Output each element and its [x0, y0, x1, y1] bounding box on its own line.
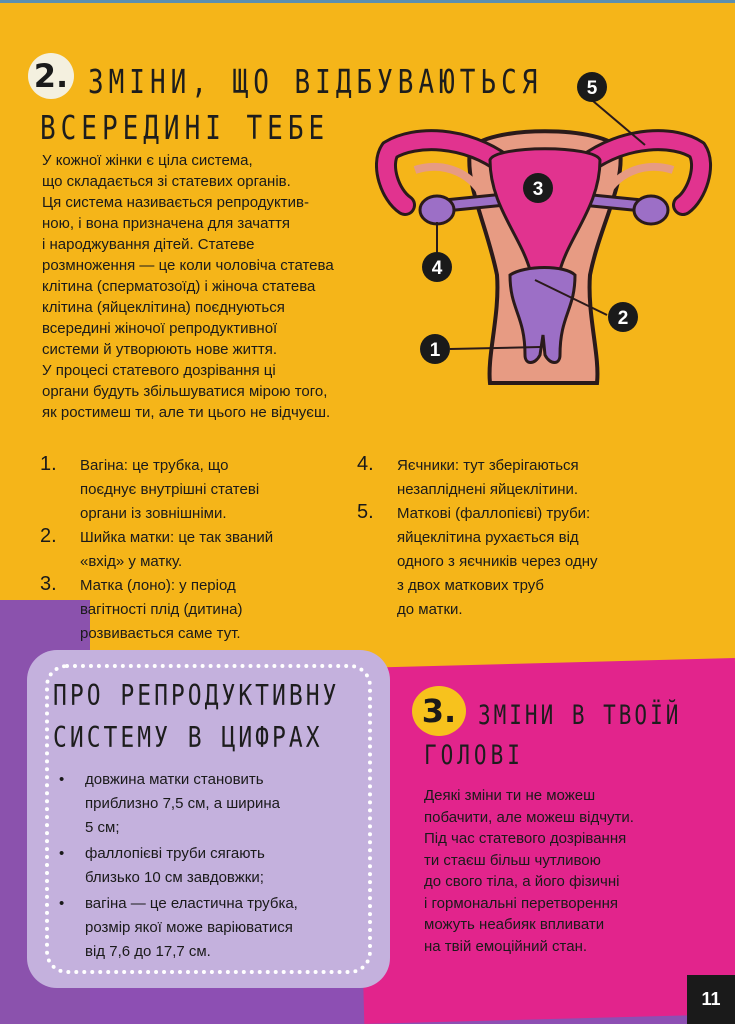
- intro-line: У кожної жінки є ціла система,: [42, 152, 253, 169]
- section-3-line: можуть неабияк впливати: [424, 916, 605, 933]
- intro-line: розмноження — це коли чоловіча статева: [42, 257, 334, 274]
- list-item: [357, 454, 697, 502]
- intro-line: У процесі статевого дозрівання ці: [42, 362, 276, 379]
- section-3-line: Деякі зміни ти не можеш: [424, 787, 596, 804]
- section-3-line: і гормональні перетворення: [424, 894, 618, 912]
- section-3-text: [424, 785, 684, 957]
- intro-paragraph: [42, 150, 382, 423]
- list-number: 1.: [40, 453, 57, 475]
- list-line: незапліднені яйцеклітини.: [397, 481, 579, 498]
- facts-item: [57, 892, 367, 964]
- label-1: [420, 334, 450, 364]
- svg-text:4: 4: [431, 258, 443, 279]
- facts-box: [27, 650, 390, 988]
- list-number: 5.: [357, 501, 374, 523]
- intro-line: органи будуть збільшуватися мірою того,: [42, 383, 328, 400]
- list-item: [40, 574, 360, 646]
- list-line: Матка (лоно): у період: [80, 577, 236, 594]
- facts-line: • вагіна — це еластична трубка,: [85, 895, 298, 912]
- list-line: Маткові (фаллопієві) труби:: [397, 505, 591, 522]
- list-line: Яєчники: тут зберігаються: [397, 457, 579, 474]
- intro-line: Ця система називається репродуктив-: [42, 194, 309, 211]
- facts-title-line1: ПРО РЕПРОДУКТИВНУ: [53, 680, 340, 713]
- facts-line: • фаллопієві труби сягають: [85, 845, 265, 862]
- list-line: яйцеклітина рухається від: [397, 529, 579, 546]
- label-5: [577, 72, 607, 102]
- intro-line: і народжування дітей. Статеве: [42, 236, 255, 253]
- intro-line: системи й утворюють нове життя.: [42, 341, 278, 358]
- section-3-line: на твій емоційний стан.: [424, 937, 588, 955]
- list-line: Вагіна: це трубка, що: [80, 457, 229, 474]
- list-item: [357, 502, 697, 622]
- section-2-title-line1: ЗМІНИ, ЩО ВІДБУВАЮТЬСЯ: [88, 64, 543, 102]
- list-line: до матки.: [397, 601, 463, 618]
- section-3-line: побачити, але можеш відчути.: [424, 808, 634, 826]
- list-line: Шийка матки: це так званий: [80, 529, 274, 546]
- list-item: [40, 526, 360, 574]
- intro-line: клітина (сперматозоїд) і жіноча статева: [42, 278, 316, 295]
- ovary-left: [420, 196, 454, 224]
- intro-line: всередині жіночої репродуктивної: [42, 320, 278, 337]
- ovary-right: [634, 196, 668, 224]
- facts-title-line2: СИСТЕМУ В ЦИФРАХ: [53, 722, 323, 755]
- facts-list: [57, 768, 367, 966]
- facts-item: [57, 768, 367, 840]
- svg-text:5: 5: [586, 78, 598, 99]
- intro-line: клітина (яйцеклітина) поєднуються: [42, 299, 285, 316]
- section-2-badge: 2.: [28, 53, 74, 99]
- section-3-title-line1: ЗМІНИ В ТВОЇЙ: [478, 700, 682, 730]
- section-3-badge: 3.: [412, 686, 466, 736]
- section-3-title-line2: ГОЛОВІ: [424, 740, 524, 770]
- reproductive-system-diagram: [375, 65, 715, 395]
- list-number: 3.: [40, 573, 57, 595]
- facts-line: приблизно 7,5 см, а ширина: [85, 795, 280, 812]
- list-line: органи із зовнішніми.: [80, 505, 227, 522]
- list-line: «вхід» у матку.: [80, 553, 183, 570]
- intro-line: як ростимеш ти, але ти цього не відчуєш.: [42, 404, 331, 421]
- section-3-line: ти стаєш більш чутливою: [424, 851, 601, 869]
- facts-line: розмір якої може варіюватися: [85, 919, 293, 936]
- top-border: [0, 0, 735, 3]
- label-2: [608, 302, 638, 332]
- label-4: [422, 252, 452, 282]
- intro-line: ною, і вона призначена для зачаття: [42, 215, 290, 232]
- list-line: з двох маткових труб: [397, 577, 545, 594]
- section-3-line: до свого тіла, а його фізичні: [424, 873, 620, 890]
- list-line: одного з яєчників через одну: [397, 553, 598, 570]
- list-number: 4.: [357, 453, 374, 475]
- organ-list-left: [40, 454, 360, 646]
- svg-text:3: 3: [532, 179, 544, 200]
- list-line: поєднує внутрішні статеві: [80, 481, 260, 498]
- organ-list-right: [357, 454, 697, 622]
- page-number: 11: [687, 975, 735, 1024]
- facts-line: від 7,6 до 17,7 см.: [85, 943, 211, 960]
- list-line: вагітності плід (дитина): [80, 601, 243, 618]
- svg-text:1: 1: [429, 340, 441, 361]
- section-2-title-line2: ВСЕРЕДИНІ ТЕБЕ: [40, 110, 330, 148]
- list-line: розвивається саме тут.: [80, 625, 241, 642]
- section-3-line: Під час статевого дозрівання: [424, 830, 627, 847]
- facts-line: • довжина матки становить: [85, 771, 264, 788]
- facts-line: 5 см;: [85, 819, 120, 836]
- intro-line: що складається зі статевих органів.: [42, 173, 291, 190]
- list-item: [40, 454, 360, 526]
- svg-text:2: 2: [617, 308, 629, 329]
- label-3: [523, 173, 553, 203]
- facts-line: близько 10 см завдовжки;: [85, 869, 264, 886]
- facts-item: [57, 842, 367, 890]
- list-number: 2.: [40, 525, 57, 547]
